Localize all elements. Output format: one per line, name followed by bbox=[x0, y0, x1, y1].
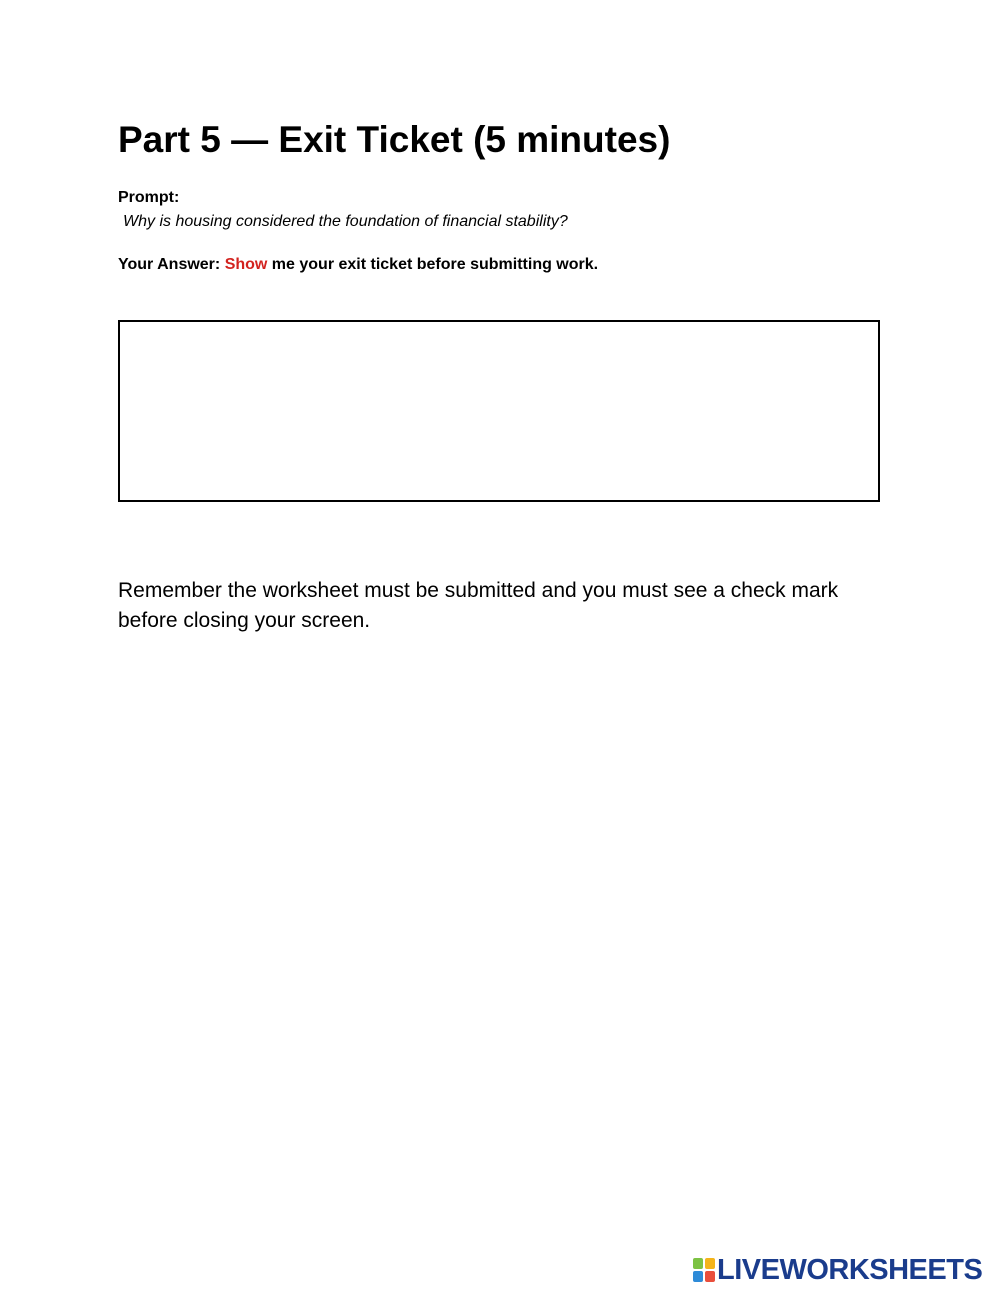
answer-input-box[interactable] bbox=[118, 320, 880, 502]
logo-tile-e bbox=[705, 1271, 715, 1282]
answer-label: Your Answer: bbox=[118, 256, 221, 273]
prompt-label: Prompt: bbox=[118, 189, 180, 206]
answer-accent-word: Show bbox=[224, 256, 268, 273]
logo-tile-i bbox=[705, 1258, 715, 1269]
liveworksheets-logo-icon bbox=[693, 1258, 715, 1282]
page-title: Part 5 — Exit Ticket (5 minutes) bbox=[118, 119, 671, 160]
answer-instruction bbox=[118, 255, 598, 275]
logo-tile-l bbox=[693, 1258, 703, 1269]
logo-tile-v bbox=[693, 1271, 703, 1282]
liveworksheets-logo bbox=[693, 1255, 982, 1285]
submission-reminder: Remember the worksheet must be submitted and you must see a check mark before closing your screen. bbox=[118, 579, 839, 632]
brand-name: LIVEWORKSHEETS bbox=[717, 1254, 983, 1286]
prompt-question: Why is housing considered the foundation of financial stability? bbox=[123, 213, 568, 230]
answer-instruction-rest: me your exit ticket before submitting work. bbox=[267, 256, 599, 273]
